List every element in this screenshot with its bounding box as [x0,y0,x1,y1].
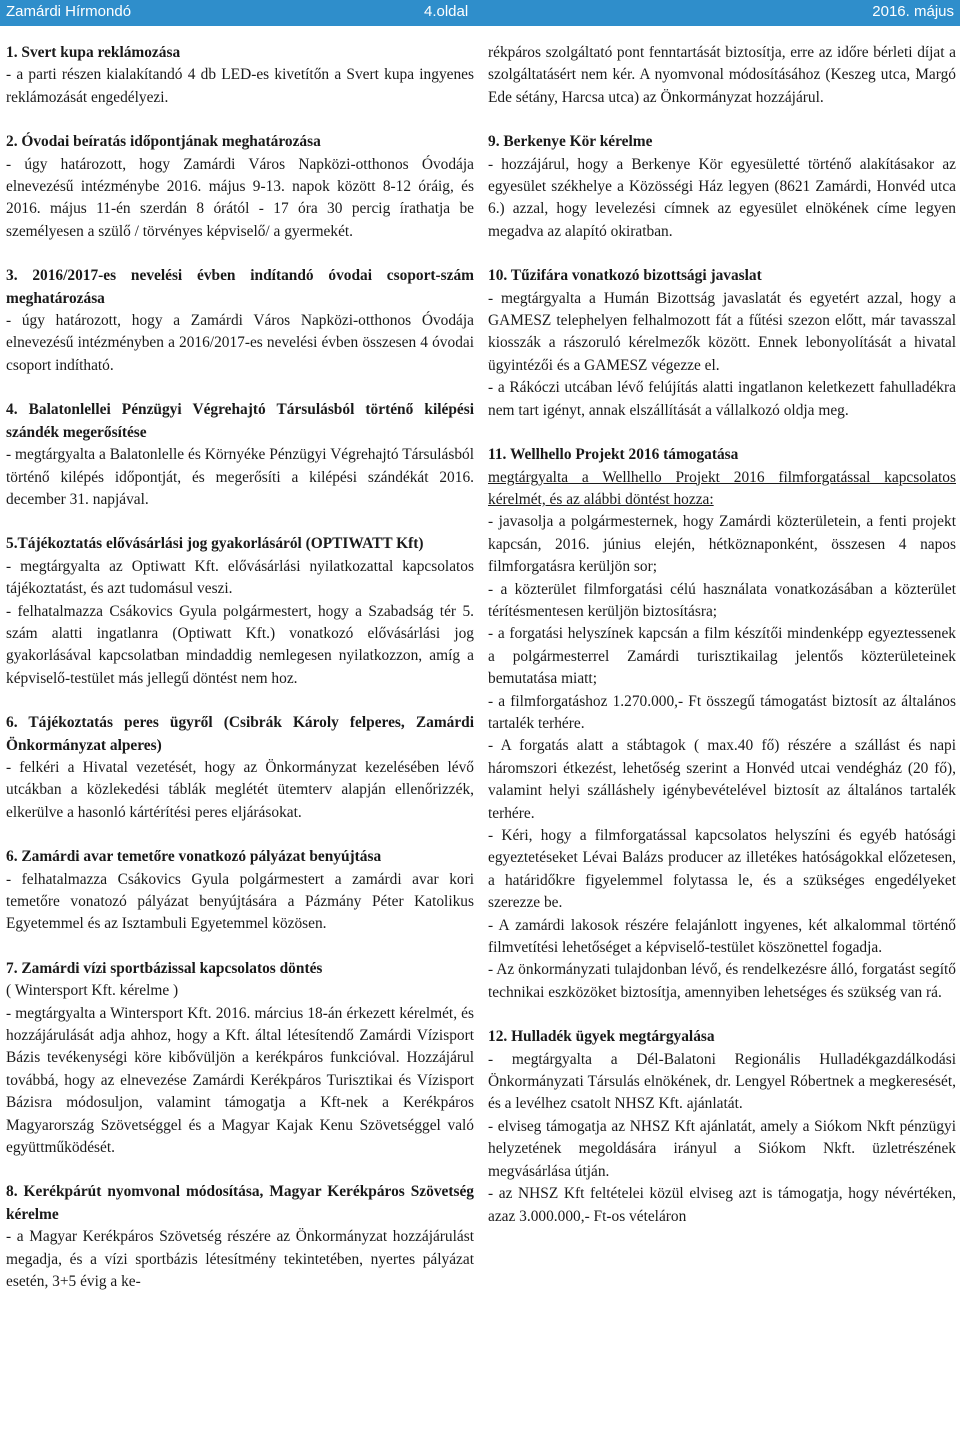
resolution-paragraph: - megtárgyalta az Optiwatt Kft. elővásárlási nyilatkozattal kapcsolatos tájékoztatást, és azt tudomásul veszi. [6,557,474,598]
resolution-paragraph: - elviseg támogatja az NHSZ Kft ajánlatát, amely a Siókom Nkft pénzügyi helyzetének megoldására irányul a Siókom Nkft. üzletrészének megvásárlása útján. [488,1117,956,1180]
section-heading: 12. Hulladék ügyek megtárgyalása [488,1028,715,1046]
right-column [488,42,956,1250]
left-column [6,42,474,1316]
resolution-section [488,1026,956,1228]
resolution-section [488,265,956,422]
resolution-section [6,712,474,824]
resolution-section [6,846,474,936]
section-heading: 11. Wellhello Projekt 2016 támogatása [488,446,739,464]
page-header [0,0,960,26]
resolution-paragraph: - hozzájárul, hogy a Berkenye Kör egyesületté történő alakításakor az egyesület székhelye a Közösségi Ház legyen (8621 Zamárdi, Honvéd utca 6.) azzal, hogy levelezési címnek az egyesület elnökének címe legyen megadva az alapító okiratban. [488,155,956,240]
resolution-paragraph: - felhatalmazza Csákovics Gyula polgármestert a zamárdi avar kori temetőre vonatozó pályázat benyújtására a Pázmány Péter Katolikus Egyetemmel és az Isztambuli Egyetemmel közösen. [6,870,474,933]
resolution-paragraph: - A zamárdi lakosok részére felajánlott ingyenes, két alkalommal történő filmvetítési lehetőséget a képviselő-testület köszönettel fogadja. [488,916,956,957]
resolution-paragraph: - a forgatási helyszínek kapcsán a film készítői mindenképp egyeztessenek a polgármesterrel Zamárdi turisztikailag jelentős közterületeinek bemutatása miatt; [488,625,956,688]
resolution-paragraph: - a filmforgatáshoz 1.270.000,- Ft összegű támogatást biztosít az általános tartalék terhére. [488,692,956,732]
section-heading: 10. Tűzifára vonatkozó bizottsági javaslat [488,267,762,285]
resolution-section [6,131,474,243]
section-heading: 1. Svert kupa reklámozása [6,44,181,61]
resolution-section [488,444,956,1004]
section-heading: 7. Zamárdi vízi sportbázissal kapcsolatos döntés [6,959,323,977]
section-subheading: ( Wintersport Kft. kérelme ) [6,982,179,1000]
resolution-paragraph: - úgy határozott, hogy a Zamárdi Város Napközi-otthonos Óvodája elnevezésű intézményben a 2016/2017-es nevelési évben összesen 4 óvodai csoport indítható. [6,312,474,374]
resolution-paragraph: - a parti részen kialakítandó 4 db LED-es kivetítőn a Svert kupa ingyenes reklámozását engedélyezi. [6,66,474,106]
resolution-section [6,42,474,109]
publication-title: Zamárdi Hírmondó [6,3,132,20]
page-number: 4.oldal [424,3,469,20]
resolution-paragraph: - úgy határozott, hogy Zamárdi Város Napközi-otthonos Óvodája elnevezésű intézménybe 2016. május 9-13. napok között 8-12 óráig, és 2016. május 11-én szerdán 8 órától - 17 óra 30 percig írathatja be személyesen a szülő / törvényes képviselő/ a gyermekét. [6,155,474,240]
resolution-section [488,131,956,243]
section-heading: 6. Zamárdi avar temetőre vonatkozó pályázat benyújtása [6,848,382,866]
resolution-paragraph: - a Magyar Kerékpáros Szövetség részére az Önkormányzat hozzájárulást megadja, és a vízi sportbázis létesítmény tekintetében, nyertes pályázat esetén, 3+5 évig a ke- [6,1228,474,1291]
section-intro: megtárgyalta a Wellhello Projekt 2016 filmforgatással kapcsolatos kérelmét, és az alábbi döntést hozza: [488,468,956,508]
resolution-paragraph: - megtárgyalta a Humán Bizottság javaslatát és egyetért azzal, hogy a GAMESZ telephelyen felhalmozott fát a fűtési szezon előtt, már tavasszal kiosszák a rászoruló kérelmezők között. Ennek lebonyolítását a hivatal ügyintézői és a GAMESZ végezze el. [488,289,956,374]
resolution-section [6,265,474,377]
section-heading: 4. Balatonlellei Pénzügyi Végrehajtó Társulásból történő kilépési szándék megerősítése [6,401,474,441]
resolution-section [6,958,474,1160]
resolution-paragraph: - Az önkormányzati tulajdonban lévő, és rendelkezésre álló, forgatást segítő technikai eszközöket biztosítja, amennyiben lehetséges és szükség van rá. [488,961,956,1001]
resolution-paragraph: rékpáros szolgáltató pont fenntartását biztosítja, erre az időre bérleti díjat a szolgáltatásért nem kér. A nyomvonal módosításához (Keszeg utca, Margó Ede sétány, Harcsa utca) az Önkormányzat hozzájárul. [488,44,956,106]
resolution-paragraph: - felhatalmazza Csákovics Gyula polgármestert, hogy a Szabadság tér 5. szám alatti ingatlanra (Optiwatt Kft.) vonatkozó elővásárlási jog gyakorlásával kapcsolatban mindaddig nemlegesen nyilatkozzon, amíg a képviselő-testület más jellegű döntést nem hoz. [6,602,474,687]
resolution-paragraph: - a Rákóczi utcában lévő felújítás alatti ingatlanon keletkezett fahulladékra nem tart igényt, annak elszállítását a vállalkozó oldja meg. [488,379,956,419]
section-heading: 9. Berkenye Kör kérelme [488,133,653,151]
resolution-paragraph: - javasolja a polgármesternek, hogy Zamárdi közterületein, a fenti projekt kapcsán, 2016. június elején, hétköznaponként, összesen 4 napos filmforgatásra kerüljön sor; [488,513,956,576]
resolution-paragraph: - A forgatás alatt a stábtagok ( max.40 fő) részére a szállást és napi háromszori étkezést, lehetőség szerint a Honvéd utcai vendégház (20 fő), valamint helyi szálláshely igénybevételével biztosít az általános tartalék terhére. [488,737,956,822]
resolution-section [488,42,956,109]
issue-date: 2016. május [872,3,954,20]
section-heading: 6. Tájékoztatás peres ügyről (Csibrák Károly felperes, Zamárdi Önkormányzat alperes) [6,714,474,754]
section-heading: 8. Kerékpárút nyomvonal módosítása, Magyar Kerékpáros Szövetség kérelme [6,1183,474,1223]
section-heading: 3. 2016/2017-es nevelési évben indítandó óvodai csoport-szám meghatározása [6,267,474,307]
section-heading: 2. Óvodai beíratás időpontjának meghatározása [6,133,321,151]
section-heading: 5.Tájékoztatás elővásárlási jog gyakorlásáról (OPTIWATT Kft) [6,535,424,553]
resolution-paragraph: - az NHSZ Kft feltételei közül elviseg azt is támogatja, hogy névértéken, azaz 3.000.000,- Ft-os vételáron [488,1185,956,1225]
resolution-paragraph: - felkéri a Hivatal vezetését, hogy az Önkormányzat kezelésében lévő utcákban a közlekedési táblák meglétét ütemterv alapján ellenőrizzék, elkerülve a hasonló kártérítési peres eljárásokat. [6,758,474,821]
resolution-section [6,1181,474,1293]
resolution-section [6,533,474,690]
resolution-section [6,399,474,511]
resolution-paragraph: - megtárgyalta a Dél-Balatoni Regionális Hulladékgazdálkodási Önkormányzati Társulás elnökének, dr. Lengyel Róbertnek a megkeresését, és a levélhez csatolt NHSZ Kft. ajánlatát. [488,1050,956,1113]
resolution-paragraph: - megtárgyalta a Wintersport Kft. 2016. március 18-án érkezett kérelmét, és hozzájárulását adja ahhoz, hogy a Kft. által létesítendő Zamárdi Vízisport Bázis tevékenységi köre kibővüljön a kerékpáros funkcióval. Hozzájárul továbbá, hogy az elnevezése Zamárdi Kerékpáros Turisztikai és Vízisport Bázisra módosuljon, valamint támogatja a Kft-nek a Kerékpáros Magyarország Szövetséggel és a Magyar Kajak Kenu Szövetséggel való együttműködését. [6,1004,474,1157]
resolution-paragraph: - megtárgyalta a Balatonlelle és Környéke Pénzügyi Végrehajtó Társulásból történő kilépés időpontját, és megerősíti a kilépési szándékát 2016. december 31. napjával. [6,446,474,508]
resolution-paragraph: - Kéri, hogy a filmforgatással kapcsolatos helyszíni és egyéb hatósági egyeztetéseket Lévai Balázs producer az illetékes hatóságokkal előzetesen, a határidőkre figyelemmel folytassa le, és a szükséges engedélyeket szerezze be. [488,827,956,912]
resolution-paragraph: - a közterület filmforgatási célú használata vonatkozásában a közterület térítésmentesen kerüljön biztosításra; [488,580,956,620]
